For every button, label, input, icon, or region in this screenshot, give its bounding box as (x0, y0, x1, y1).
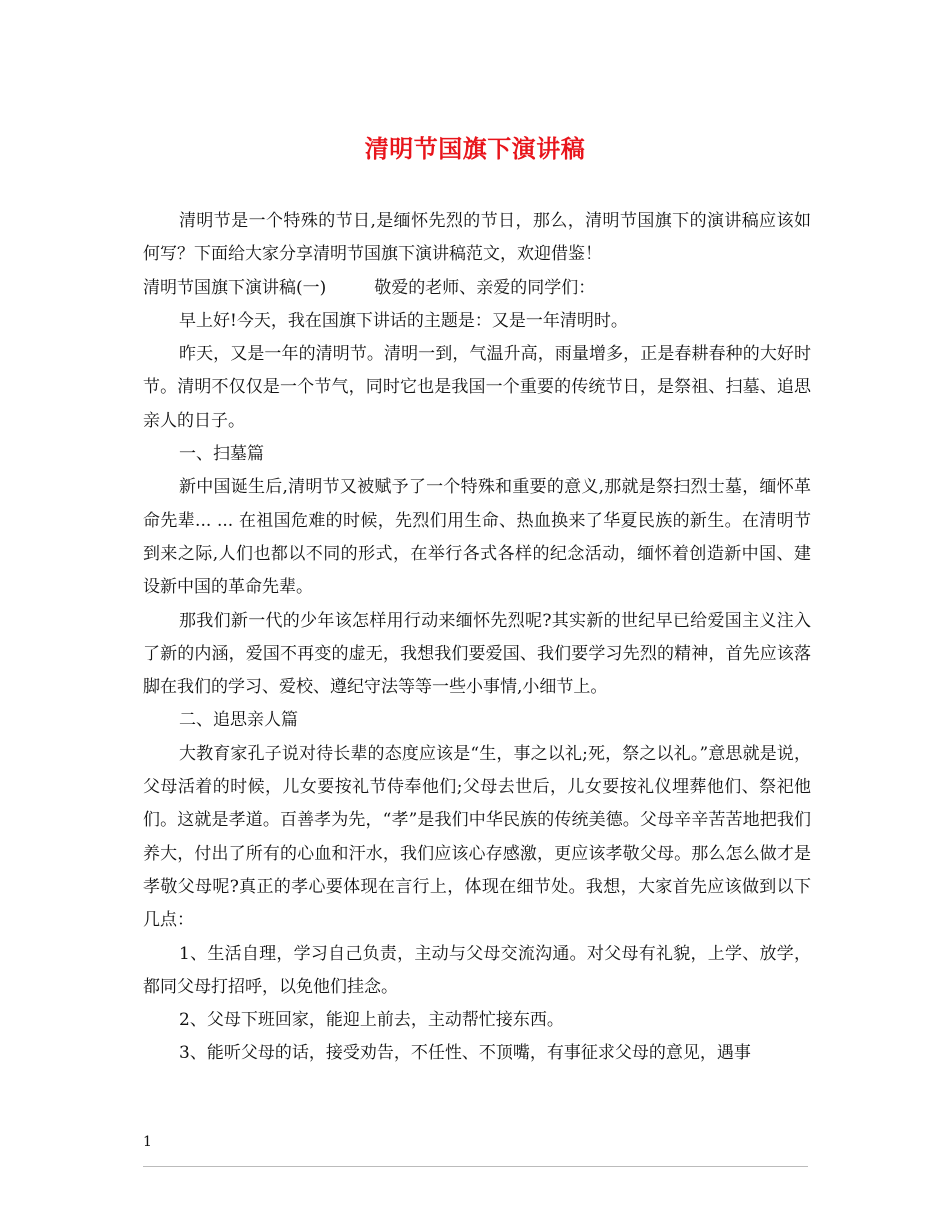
document-title: 清明节国旗下演讲稿 (364, 134, 586, 163)
list-item-1: 1、生活自理，学习自己负责，主动与父母交流沟通。对父母有礼貌，上学、放学，都同父母打招呼，以免他们挂念。 (143, 943, 811, 997)
speech-salutation: 敬爱的老师、亲爱的同学们： (374, 277, 596, 298)
document-body (143, 205, 811, 1071)
section-heading-tomb: 一、扫墓篇 (179, 444, 264, 465)
paragraph-tomb-1: 新中国诞生后,清明节又被赋予了一个特殊和重要的意义,那就是祭扫烈士墓，缅怀革命先辈... ... 在祖国危难的时候，先烈们用生命、热血换来了华夏民族的新生。在清明节到来之际,人们也都以不同的形式，在举行各式各样的纪念活动，缅怀着创造新中国、建设新中国的革命先辈。 (143, 477, 811, 598)
paragraph-family-1: 大教育家孔子说对待长辈的态度应该是“生，事之以礼;死，祭之以礼。”意思就是说，父母活着的时候，儿女要按礼节侍奉他们;父母去世后，儿女要按礼仪埋葬他们、祭祀他们。这就是孝道。百善孝为先，“孝”是我们中华民族的传统美德。父母辛辛苦苦地把我们养大，付出了所有的心血和汗水，我们应该心存感激，更应该孝敬父母。那么怎么做才是孝敬父母呢?真正的孝心要体现在言行上，体现在细节处。我想，大家首先应该做到以下几点： (143, 743, 811, 931)
paragraph-qingming: 昨天，又是一年的清明节。清明一到，气温升高，雨量增多，正是春耕春种的大好时节。清明不仅仅是一个节气，同时它也是我国一个重要的传统节日，是祭祖、扫墓、追思亲人的日子。 (143, 344, 811, 431)
paragraph-greeting: 早上好!今天，我在国旗下讲话的主题是：又是一年清明时。 (179, 310, 628, 331)
footer-divider (143, 1166, 808, 1167)
speech-heading-row (143, 272, 811, 305)
page-number: 1 (143, 1134, 152, 1150)
list-item-3: 3、能听父母的话，接受劝告，不任性、不顶嘴，有事征求父母的意见，遇事 (179, 1043, 751, 1064)
paragraph-tomb-2: 那我们新一代的少年该怎样用行动来缅怀先烈呢?其实新的世纪早已给爱国主义注入了新的内涵，爱国不再变的虚无，我想我们要爱国、我们要学习先烈的精神，首先应该落脚在我们的学习、爱校、遵纪守法等等一些小事情,小细节上。 (143, 610, 811, 698)
speech-heading: 清明节国旗下演讲稿(一) (143, 277, 327, 298)
list-item-2: 2、父母下班回家，能迎上前去，主动帮忙接东西。 (179, 1010, 564, 1031)
section-heading-family: 二、追思亲人篇 (179, 710, 298, 731)
intro-paragraph: 清明节是一个特殊的节日,是缅怀先烈的节日，那么，清明节国旗下的演讲稿应该如何写？下面给大家分享清明节国旗下演讲稿范文，欢迎借鉴！ (143, 211, 811, 265)
